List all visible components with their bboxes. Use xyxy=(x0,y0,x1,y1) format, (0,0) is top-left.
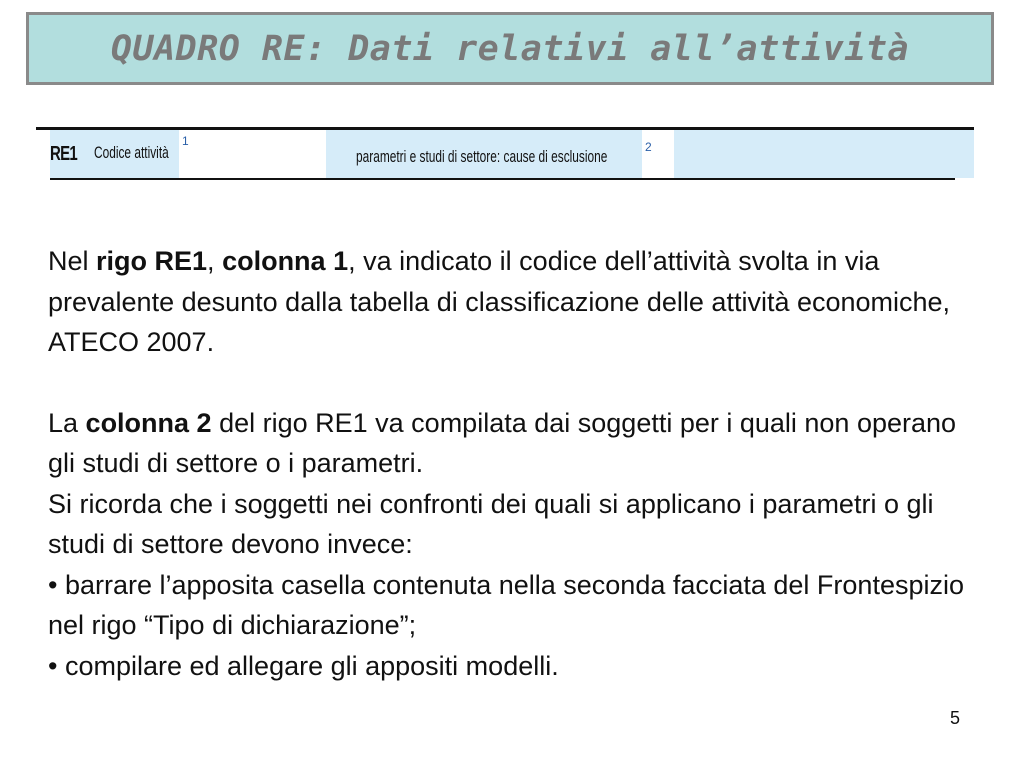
form-excerpt-image xyxy=(36,127,974,183)
bold-run: rigo RE1 xyxy=(96,246,208,276)
slide-title-box xyxy=(26,12,994,85)
form-cell-input1 xyxy=(179,130,326,178)
paragraph-rigo-re1 xyxy=(48,241,988,363)
bold-run: colonna 2 xyxy=(85,407,212,438)
form-cell-input2 xyxy=(642,130,674,178)
form-row-code: RE1 xyxy=(50,143,77,165)
bullet-item: • barrare l’apposita casella contenuta nella seconda facciata del Frontespizio nel rigo “Tipo di dichiarazione”; xyxy=(48,569,964,640)
form-bottom-rule xyxy=(50,178,955,180)
form-col2-number: 2 xyxy=(645,140,652,154)
text-run: del rigo RE1 va compilata dai soggetti per i quali non operano gli studi di settore o i parametri. xyxy=(48,407,957,478)
paragraph-gap xyxy=(48,363,988,403)
paragraph-colonna-2 xyxy=(48,403,988,484)
text-run: , xyxy=(207,246,223,276)
form-col2-label: parametri e studi di settore: cause di esclusione xyxy=(356,147,608,166)
page-number: 5 xyxy=(950,708,961,728)
form-cell-tail xyxy=(674,130,974,178)
text-run: , va indicato il codice dell’attività svolta in via prevalente desunto dalla tabella di classificazione delle attività economiche, ATECO 2007. xyxy=(48,246,951,357)
bullet-item: • compilare ed allegare gli appositi modelli. xyxy=(48,650,559,681)
form-col1-label: Codice attività xyxy=(94,143,169,162)
paragraph-reminder: Si ricorda che i soggetti nei confronti dei quali si applicano i parametri o gli studi di settore devono invece: xyxy=(48,488,934,559)
text-run: Nel xyxy=(48,246,97,276)
text-run: La xyxy=(48,407,86,438)
slide-body xyxy=(48,241,988,686)
form-col1-number: 1 xyxy=(182,134,189,148)
bold-run: colonna 1 xyxy=(222,246,349,276)
slide-title: QUADRO RE: Dati relativi all’attività xyxy=(110,28,910,69)
